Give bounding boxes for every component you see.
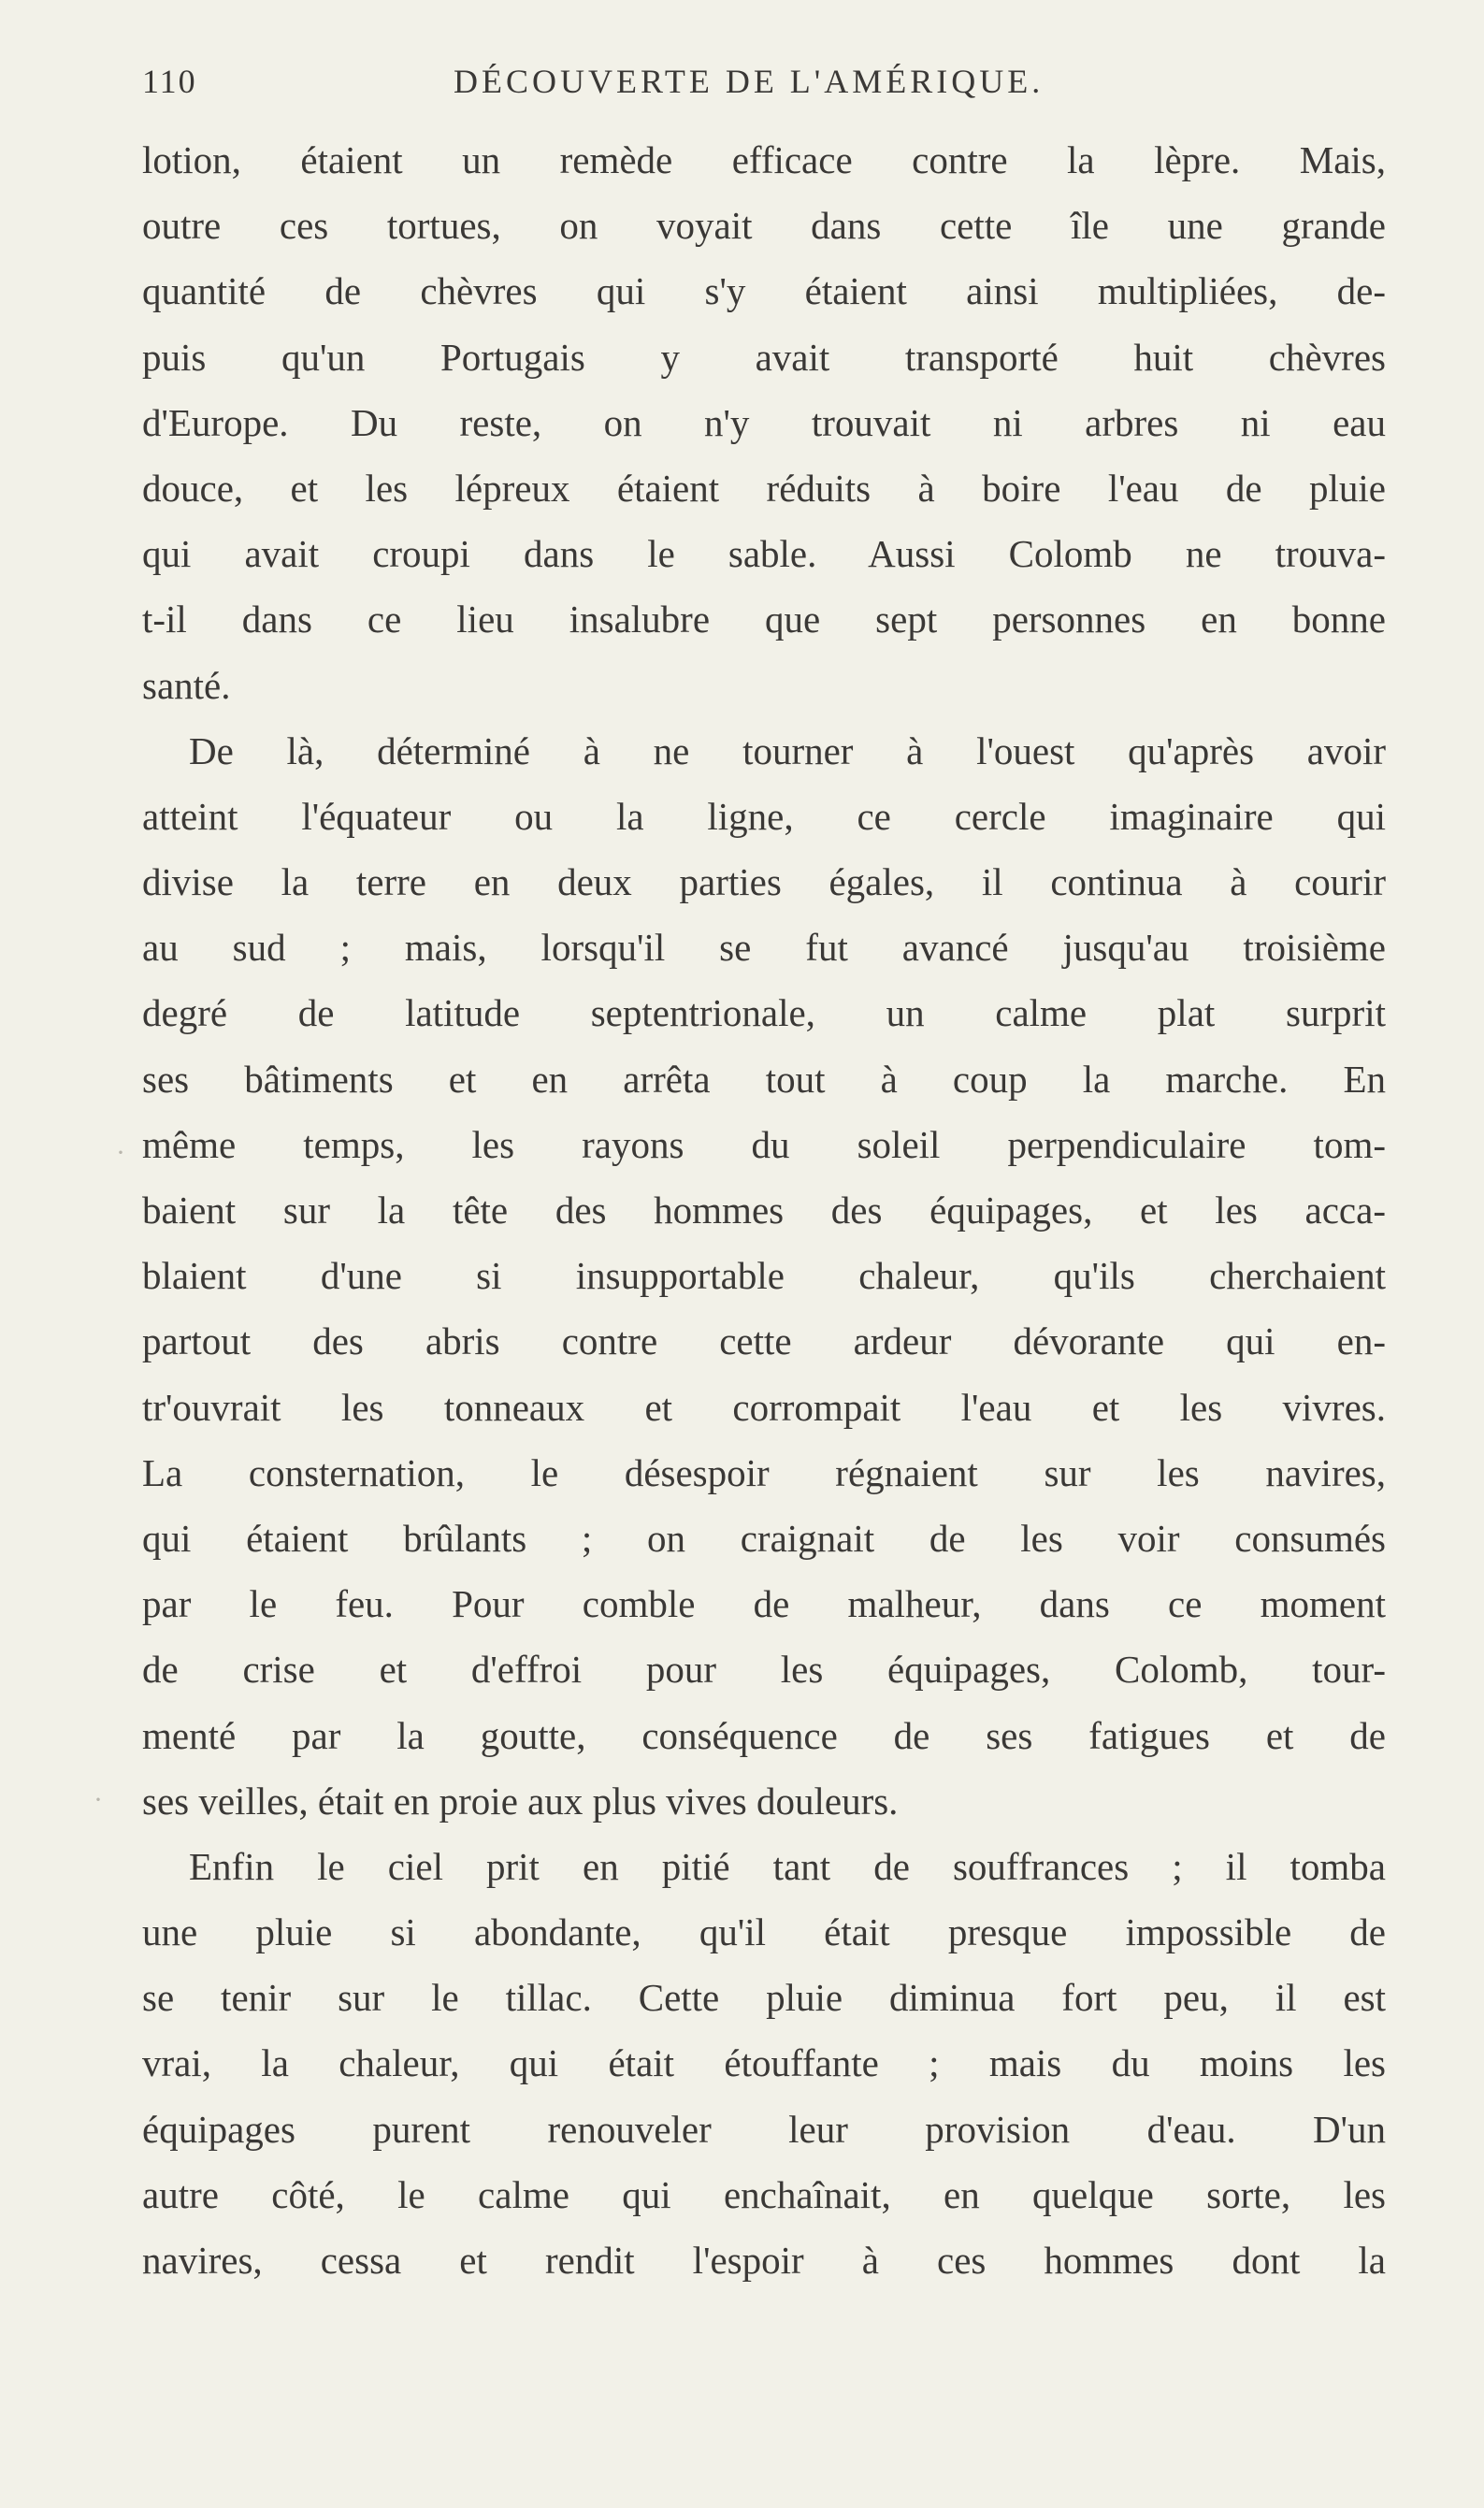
text-line: menté par la goutte, conséquence de ses fatigues et de (142, 1713, 1386, 1757)
text-line: blaient d'une si insupportable chaleur, qu'ils cherchaient (142, 1254, 1386, 1298)
text-line: atteint l'équateur ou la ligne, ce cercle imaginaire qui (142, 794, 1386, 838)
text-line: vrai, la chaleur, qui était étouffante ; mais du moins les (142, 2041, 1386, 2085)
text-line: baient sur la tête des hommes des équipages, et les acca- (142, 1189, 1386, 1232)
running-title: DÉCOUVERTE DE L'AMÉRIQUE. (454, 63, 1045, 100)
text-line: une pluie si abondante, qu'il était presque impossible de (142, 1910, 1386, 1954)
text-line: degré de latitude septentrionale, un calme plat surprit (142, 991, 1386, 1035)
text-line: La consternation, le désespoir régnaient sur les navires, (142, 1450, 1386, 1494)
text-line: ses bâtiments et en arrêta tout à coup la marche. En (142, 1057, 1386, 1101)
text-line: équipages purent renouveler leur provision d'eau. D'un (142, 2107, 1386, 2151)
margin-speck: · (94, 1784, 103, 1815)
text-line: douce, et les lépreux étaient réduits à boire l'eau de pluie (142, 466, 1386, 510)
text-line: lotion, étaient un remède efficace contre la lèpre. Mais, (142, 138, 1386, 181)
page-number: 110 (142, 63, 197, 100)
text-line: qui étaient brûlants ; on craignait de les voir consumés (142, 1516, 1386, 1560)
text-line: divise la terre en deux parties égales, il continua à courir (142, 860, 1386, 904)
text-line: se tenir sur le tillac. Cette pluie diminua fort peu, il est (142, 1976, 1386, 2020)
text-line: outre ces tortues, on voyait dans cette île une grande (142, 204, 1386, 248)
paragraph (142, 718, 1386, 1834)
text-line: au sud ; mais, lorsqu'il se fut avancé jusqu'au troisième (142, 926, 1386, 970)
text-line: qui avait croupi dans le sable. Aussi Colomb ne trouva- (142, 532, 1386, 576)
text-line: Enfin le ciel prit en pitié tant de souffrances ; il tomba (189, 1844, 1386, 1888)
text-line: de crise et d'effroi pour les équipages, Colomb, tour- (142, 1648, 1386, 1692)
paragraph (142, 127, 1386, 718)
text-line: partout des abris contre cette ardeur dévorante qui en- (142, 1319, 1386, 1363)
body-text (142, 127, 1386, 2293)
text-line: ses veilles, était en proie aux plus vives douleurs. (142, 1779, 899, 1823)
text-line: tr'ouvrait les tonneaux et corrompait l'eau et les vivres. (142, 1385, 1386, 1429)
text-line: d'Europe. Du reste, on n'y trouvait ni arbres ni eau (142, 400, 1386, 444)
paragraph (142, 1834, 1386, 2293)
text-line: navires, cessa et rendit l'espoir à ces hommes dont la (142, 2239, 1386, 2282)
text-line: De là, déterminé à ne tourner à l'ouest qu'après avoir (189, 728, 1386, 772)
text-line: santé. (142, 663, 231, 707)
text-line: quantité de chèvres qui s'y étaient ainsi multipliées, de- (142, 269, 1386, 313)
margin-speck: · (116, 1137, 125, 1168)
page-header (142, 62, 1386, 108)
text-line: puis qu'un Portugais y avait transporté huit chèvres (142, 335, 1386, 379)
text-line: t-il dans ce lieu insalubre que sept personnes en bonne (142, 598, 1386, 641)
text-line: autre côté, le calme qui enchaînait, en quelque sorte, les (142, 2172, 1386, 2216)
text-line: même temps, les rayons du soleil perpendiculaire tom- (142, 1122, 1386, 1166)
text-line: par le feu. Pour comble de malheur, dans ce moment (142, 1582, 1386, 1626)
